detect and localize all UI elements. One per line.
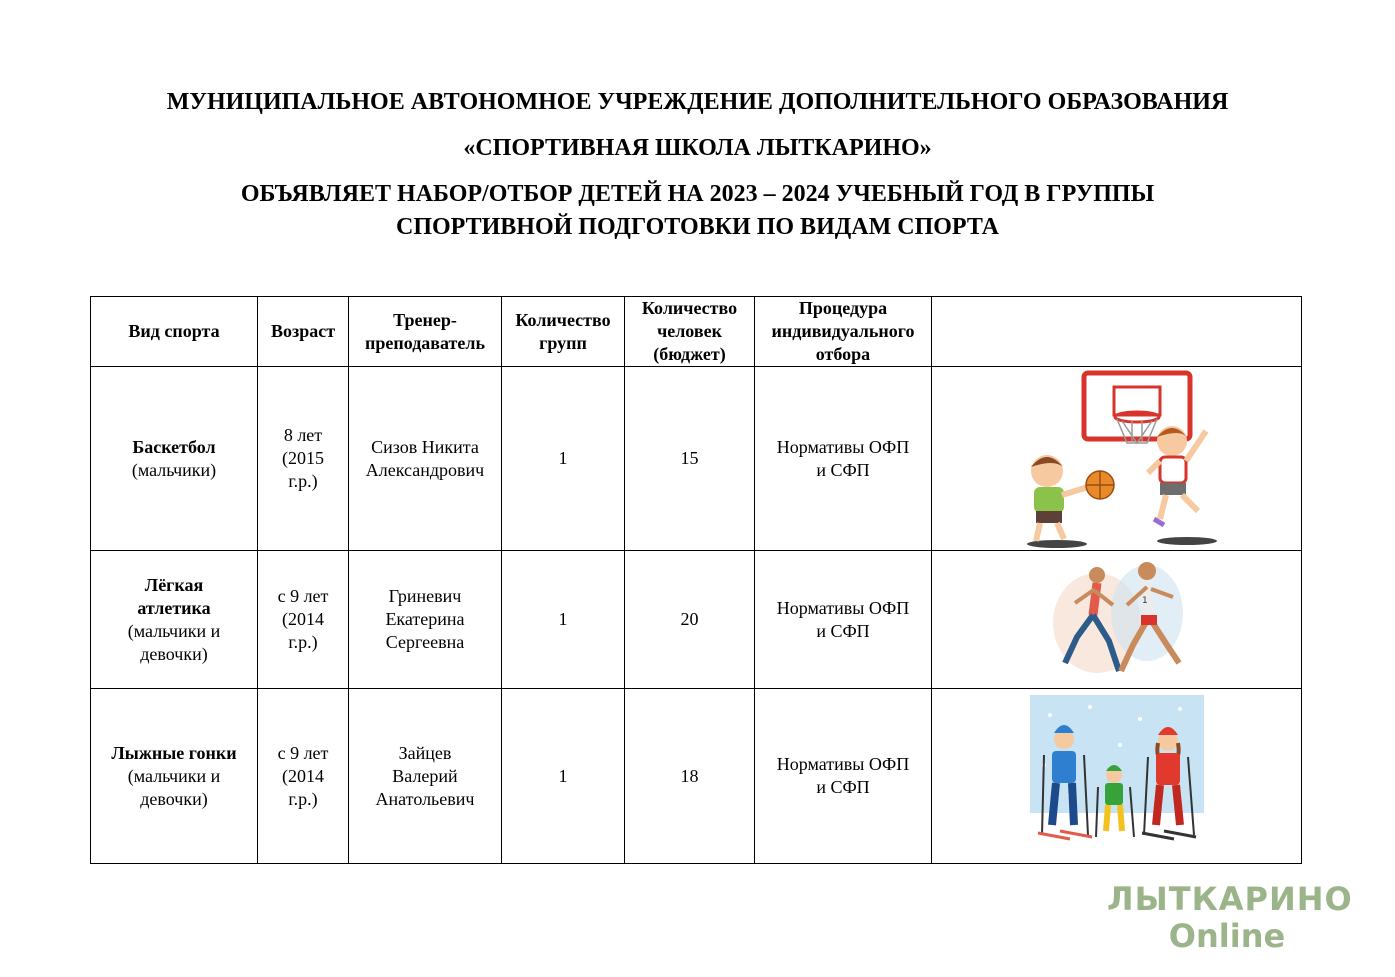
col-image <box>932 297 1302 367</box>
cell-age: 8 лет (2015 г.р.) <box>258 367 349 551</box>
cell-coach: Сизов Никита Александрович <box>349 367 502 551</box>
cell-sport: Баскетбол (мальчики) <box>91 367 258 551</box>
basketball-illustration <box>1002 369 1232 549</box>
header-line-2: «СПОРТИВНАЯ ШКОЛА ЛЫТКАРИНО» <box>463 135 932 161</box>
runners-illustration <box>1047 553 1187 687</box>
cell-image <box>932 551 1302 689</box>
cell-age: с 9 лет (2014 г.р.) <box>258 689 349 864</box>
cell-coach: Гриневич Екатерина Сергеевна <box>349 551 502 689</box>
svg-text:1: 1 <box>1141 595 1148 606</box>
header-line-4: СПОРТИВНОЙ ПОДГОТОВКИ ПО ВИДАМ СПОРТА <box>395 214 999 240</box>
cell-groups: 1 <box>502 367 625 551</box>
cell-age: с 9 лет (2014 г.р.) <box>258 551 349 689</box>
cell-people: 15 <box>625 367 755 551</box>
cell-groups: 1 <box>502 551 625 689</box>
cell-procedure: Нормативы ОФП и СФП <box>755 689 932 864</box>
col-people: Количество человек (бюджет) <box>625 297 755 367</box>
logo-line-2: Online <box>1168 917 1286 955</box>
table-row <box>91 367 1302 551</box>
table-row <box>91 689 1302 864</box>
lytkarino-online-logo <box>1107 880 1353 955</box>
col-groups: Количество групп <box>502 297 625 367</box>
cell-image <box>932 689 1302 864</box>
cell-people: 18 <box>625 689 755 864</box>
sports-table <box>90 296 1302 864</box>
col-procedure: Процедура индивидуального отбора <box>755 297 932 367</box>
cell-procedure: Нормативы ОФП и СФП <box>755 367 932 551</box>
cell-image <box>932 367 1302 551</box>
skiers-illustration <box>1030 695 1204 857</box>
cell-groups: 1 <box>502 689 625 864</box>
cell-sport: Лёгкая атлетика (мальчики и девочки) <box>91 551 258 689</box>
table-row <box>91 551 1302 689</box>
cell-coach: Зайцев Валерий Анатольевич <box>349 689 502 864</box>
col-age: Возраст <box>258 297 349 367</box>
table-header-row <box>91 297 1302 367</box>
cell-people: 20 <box>625 551 755 689</box>
header-line-1: МУНИЦИПАЛЬНОЕ АВТОНОМНОЕ УЧРЕЖДЕНИЕ ДОПОЛНИТЕЛЬНОГО ОБРАЗОВАНИЯ <box>166 89 1229 115</box>
logo-line-1: ЛЫТКАРИНО <box>1107 880 1353 918</box>
cell-sport: Лыжные гонки (мальчики и девочки) <box>91 689 258 864</box>
col-coach: Тренер- преподаватель <box>349 297 502 367</box>
cell-procedure: Нормативы ОФП и СФП <box>755 551 932 689</box>
header-line-3: ОБЪЯВЛЯЕТ НАБОР/ОТБОР ДЕТЕЙ НА 2023 – 2024 УЧЕБНЫЙ ГОД В ГРУППЫ <box>240 181 1155 207</box>
col-sport: Вид спорта <box>91 297 258 367</box>
